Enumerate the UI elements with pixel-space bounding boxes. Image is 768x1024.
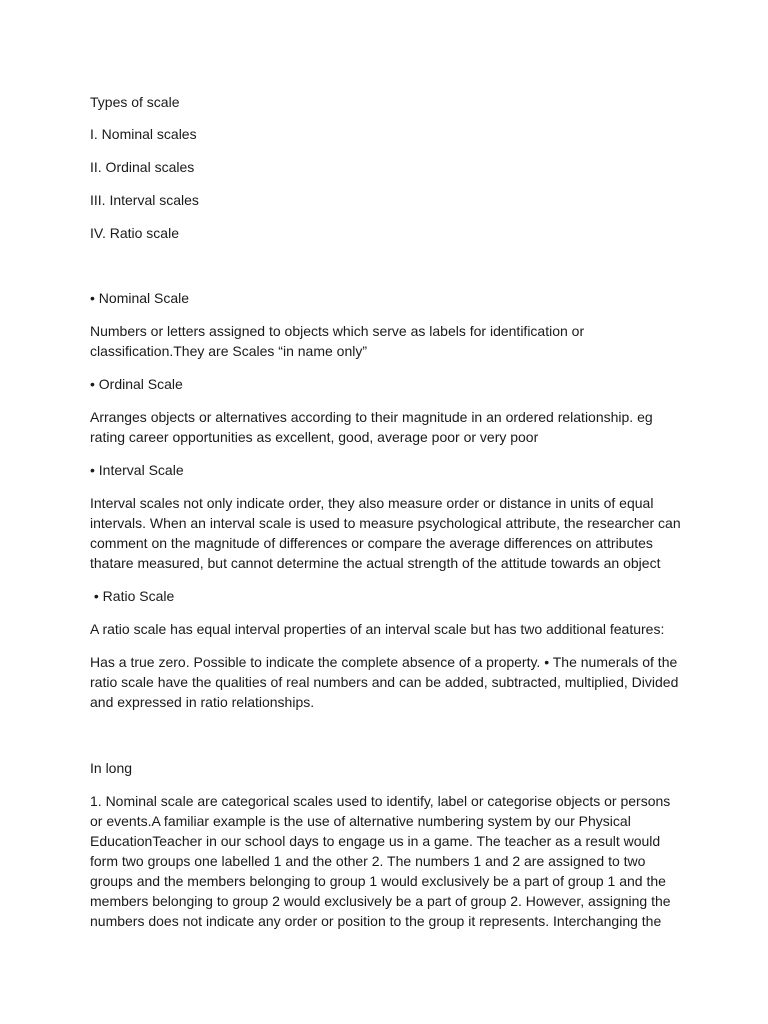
scale-list-item-3: III. Interval scales: [90, 192, 199, 208]
document-title: Types of scale: [90, 94, 180, 110]
section-heading-ordinal: • Ordinal Scale: [90, 376, 183, 392]
paragraph-line: 1. Nominal scale are categorical scales used to identify, label or categorise objects or persons: [90, 793, 671, 809]
section-body-ratio: [90, 619, 664, 639]
paragraph-line: form two groups one labelled 1 and the other 2. The numbers 1 and 2 are assigned to two: [90, 853, 646, 869]
scale-list-item-1: I. Nominal scales: [90, 126, 197, 142]
paragraph-line: comment on the magnitude of differences or compare the average differences on attributes: [90, 535, 653, 551]
paragraph-line: thatare measured, but cannot determine the actual strength of the attitude towards an object: [90, 555, 661, 571]
section-heading-nominal: • Nominal Scale: [90, 290, 190, 306]
paragraph-line: A ratio scale has equal interval properties of an interval scale but has two additional features:: [90, 621, 665, 637]
section-heading-ratio: • Ratio Scale: [90, 588, 175, 604]
in-long-body: [90, 791, 671, 931]
paragraph-line: rating career opportunities as excellent, good, average poor or very poor: [90, 429, 539, 445]
paragraph-line: intervals. When an interval scale is used to measure psychological attribute, the researcher can: [90, 515, 681, 531]
paragraph-line: ratio scale have the qualities of real numbers and can be added, subtracted, multiplied, Divided: [90, 674, 679, 690]
scale-list-item-4: IV. Ratio scale: [90, 225, 179, 241]
section-body-nominal: [90, 321, 584, 361]
paragraph-line: members belonging to group 2 would exclusively be a part of group 2. However, assigning the: [90, 893, 671, 909]
section-body-interval: [90, 493, 681, 573]
paragraph-line: groups and the members belonging to group 1 would exclusively be a part of group 1 and the: [90, 873, 666, 889]
section-body-ratio-extra: [90, 652, 678, 712]
paragraph-line: and expressed in ratio relationships.: [90, 694, 315, 710]
paragraph-line: Arranges objects or alternatives according to their magnitude in an ordered relationship. eg: [90, 409, 653, 425]
section-heading-interval: • Interval Scale: [90, 462, 184, 478]
paragraph-line: Numbers or letters assigned to objects which serve as labels for identification or: [90, 323, 585, 339]
paragraph-line: or events.A familiar example is the use of alternative numbering system by our Physical: [90, 813, 631, 829]
paragraph-line: numbers does not indicate any order or position to the group it represents. Interchanging the: [90, 913, 662, 929]
scale-list-item-2: II. Ordinal scales: [90, 159, 195, 175]
paragraph-line: Has a true zero. Possible to indicate the complete absence of a property. • The numerals of the: [90, 654, 678, 670]
paragraph-line: Interval scales not only indicate order, they also measure order or distance in units of equal: [90, 495, 654, 511]
paragraph-line: EducationTeacher in our school days to engage us in a game. The teacher as a result would: [90, 833, 661, 849]
section-body-ordinal: [90, 407, 653, 447]
paragraph-line: classification.They are Scales “in name only”: [90, 343, 368, 359]
in-long-heading: In long: [90, 760, 133, 776]
